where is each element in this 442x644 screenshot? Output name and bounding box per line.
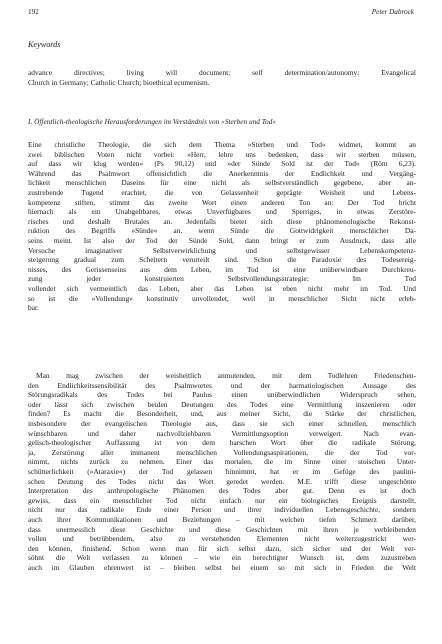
text-line: Versuche imaginativer Selbstverwirklichung und selbstgewisser Lebenskompetenz-	[28, 245, 416, 255]
text-line: auch ihrer Kommunikationen und Beziehungen – mit welchen tiefen Schmerz darüber,	[28, 514, 416, 524]
keywords-title: Keywords	[28, 40, 61, 49]
text-line: vollendet sich vermeintlich das Leben, aber das Leben ist eben nicht mehr im Tod. Und	[28, 283, 416, 293]
text-line: gelisch-theologischer Auffassung ist von dem harschen Wort über die radikale Störung,	[28, 438, 416, 448]
text-line: Eine christliche Theologie, die sich dem Thema »Sterben und Tod« widmet, kommt an	[28, 140, 416, 149]
text-line: so ist die »Vollendung« konstitutiv unvollendet, weil in menschlicher Sicht nicht erleb-	[28, 293, 416, 303]
text-line: wünschbaren und daher nachvollziehbaren Vermittlungsoption verweigert. Nach evan-	[28, 428, 416, 438]
text-line: auf dass wir klug werden« (Ps 90,12) und »der Sünde Sold ist der Tod« (Röm 6,23).	[28, 159, 416, 169]
text-line: nimmt, nichts zurück zu nehmen. Einer das mortalen, die im Sinne einer stoischen Unter-	[28, 457, 416, 467]
text-line: söhnt die Welt verlassen zu können – wie ein berechtigter Wunsch ist, dem zuzustreben	[28, 553, 416, 563]
keywords-text	[28, 68, 416, 87]
text-line: Während das Psalmwort offensichtlich die Anerkenntnis der Endlichkeit und Vergäng-	[28, 168, 416, 178]
text-line: Interpretation des anthropologische Phänomen des Todes aber gut. Denn es ist doch	[28, 486, 416, 496]
text-line: den können, finishend. Schon wenn man für sich selbst dazu, sich sicher und der Welt ver-	[28, 543, 416, 553]
text-line: Man mag zwischen der weisheitlich anmutenden, mit dem Todlehren Friedenschen-	[36, 371, 416, 380]
text-line: seins meint. Ist also der Tod der Sünde Sold, dann bringt er zum Ausdruck, dass alle	[28, 235, 416, 245]
text-line: nicht nur das radikale Ende einer Person und ihrer individuellen Lebensgeschichte, sondern	[28, 505, 416, 515]
text-line: kompetenz stiften, stimmt das zweite Wort einen anderen Ton an: Der Tod bricht	[28, 197, 416, 207]
text-line: oder lässt sich zwischen beiden Deutungen des Todes eine Vermittlung inszenieren oder	[28, 399, 416, 409]
text-line: auch im Glauben ehrenwert ist – bleiben selbst bei einem so mit sich in Frieden die Welt	[28, 562, 416, 572]
page-number: 192	[28, 8, 39, 16]
text-line: schütterlichkeit (»Ataraxie«) der Tod gelassen hinnimmt, hat er im Gefüge des paulini-	[28, 466, 416, 476]
text-line: risches und deshalb Brutales an. Jedenfalls bietet sich diese phänomenologische Rekonst-	[28, 216, 416, 226]
text-line: insbesondere der evangelischen Theologie aus, dass sie sich einer schnellen, menschlich	[28, 418, 416, 428]
text-line: gewiss, dass ein menschlicher Tod nicht einfach nur ein biologisches Ereignis darstellt,	[28, 495, 416, 505]
text-line: schen Deutung des Todes nicht das Wort geredet werden. M.E. trifft diese ungeschönte	[28, 476, 416, 486]
text-line: ja, Zerstörung aller immanent menschlichen Vollendungsaspirationen, die der Tod vor-	[28, 447, 416, 457]
text-line: lichkeit menschlichen Daseins für eine nicht als selbstverständlich gegebene, aber an-	[28, 178, 416, 188]
text-line: zustrebende Tugend erachtet, die von Gelassenheit geprägte Weisheit und Lebens-	[28, 187, 416, 197]
text-line: vollen und betrübbendem, also zu verstehenden Elementen nicht weiterzugestrickt wer-	[28, 534, 416, 544]
text-line: zung jeder konstruierten Selbstvollendungsstrategie: Im Tod	[28, 274, 416, 284]
running-head: Peter Dabrock	[371, 8, 414, 16]
text-line: dass unermesslich diese Geschichte und diese Geschichten mit ihren je verbleibenden	[28, 524, 416, 534]
text-line: zwei biblischen Voten nicht vorbei: »Herr, lehre uns bedenken, dass wir sterben müssen,	[28, 149, 416, 159]
text-line: Störungsradikals des Todes bei Paulus einen unüberwindlichen Widerspruch sehen,	[28, 390, 416, 400]
paragraph-2	[28, 371, 416, 572]
text-line: nisses, des Gerissenseins aus dem Leben, im Tod ist eine unüberwindbare Durchkreu-	[28, 264, 416, 274]
paragraph-1	[28, 140, 416, 313]
text-line: ruktion des Begriffs »Sünde« an, wenn Sünde die Gottwidrigkeit menschlicher Da-	[28, 226, 416, 236]
text-line: bar.	[28, 303, 39, 313]
text-line: hiernach als ein Unabgeltbares, etwas Unverfügbares und Sperriges, in etwas Zerstöre-	[28, 207, 416, 217]
text-line: finden? Es macht die Besonderheit, und, aus meiner Sicht, die Stärke der christlichen,	[28, 409, 416, 419]
text-line: steigerung gradual zum Scheitern verurteilt sind. Schon die Paradoxie des Todesereig-	[28, 255, 416, 265]
section-title: I. Öffentlich-theologische Herausforderungen im Verständnis von »Sterben und Tod«	[28, 118, 277, 126]
text-line: den Endlichkeitssensibilität des Psalmwortes und der harmatiologischen Aussage des	[28, 380, 416, 390]
keywords-line: advance directives; living will document; self determination/autonomy; Evangelical	[28, 68, 416, 77]
keywords-line: Church in Germany; Catholic Church; bioethical ecumenism.	[28, 77, 210, 87]
page-header	[28, 8, 414, 20]
